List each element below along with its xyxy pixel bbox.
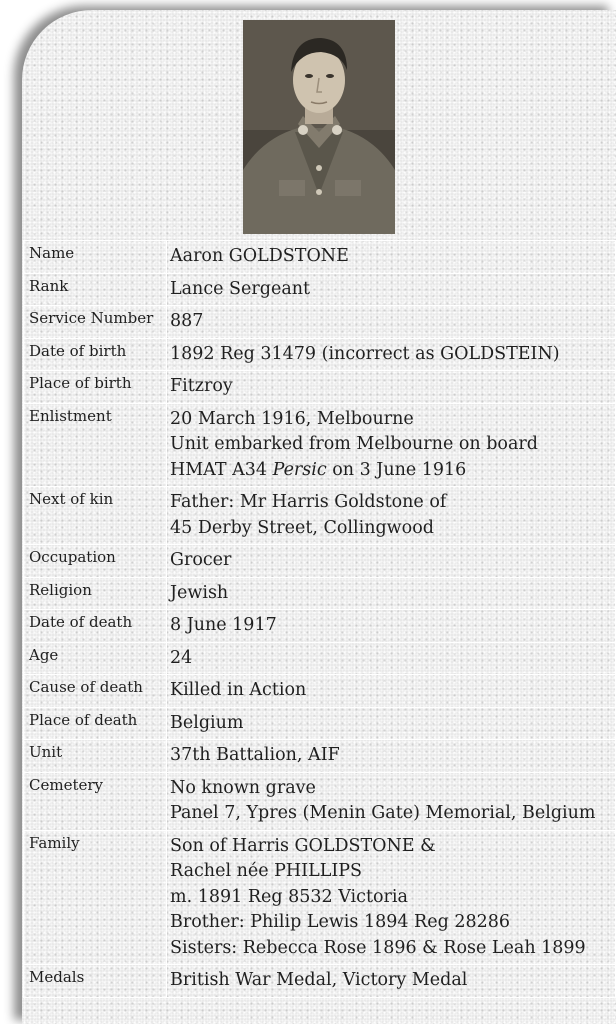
row-rank	[24, 273, 616, 306]
label-cause-of-death: Cause of death	[24, 675, 167, 708]
value-line: Rachel née PHILLIPS	[170, 861, 363, 881]
value-line: Sisters: Rebecca Rose 1896 & Rose Leah 1899	[170, 937, 586, 958]
row-service-number	[24, 306, 616, 339]
value-place-of-death: Belgium	[167, 707, 616, 740]
label-next-of-kin: Next of kin	[24, 487, 167, 545]
row-name	[24, 241, 616, 274]
service-record-table	[23, 240, 616, 998]
row-date-of-birth	[24, 338, 616, 371]
value-name: Aaron GOLDSTONE	[167, 241, 616, 274]
row-date-of-death	[24, 610, 616, 643]
label-date-of-death: Date of death	[24, 610, 167, 643]
value-age: 24	[167, 642, 616, 675]
label-place-of-birth: Place of birth	[24, 371, 167, 404]
soldier-portrait-photo	[243, 20, 395, 234]
value-next-of-kin	[167, 487, 616, 545]
value-date-of-death: 8 June 1917	[167, 610, 616, 643]
row-next-of-kin	[24, 487, 616, 545]
value-line: Son of Harris GOLDSTONE &	[170, 835, 436, 856]
label-religion: Religion	[24, 577, 167, 610]
value-enlistment	[167, 403, 616, 487]
label-age: Age	[24, 642, 167, 675]
value-line: Panel 7, Ypres (Menin Gate) Memorial, Belgium	[170, 803, 596, 823]
value-family	[167, 830, 616, 965]
label-enlistment: Enlistment	[24, 403, 167, 487]
row-unit	[24, 740, 616, 773]
text-part: on 3 June 1916	[326, 459, 467, 480]
row-family	[24, 830, 616, 965]
label-place-of-death: Place of death	[24, 707, 167, 740]
value-line: No known grave	[170, 777, 316, 798]
label-cemetery: Cemetery	[24, 772, 167, 830]
label-unit: Unit	[24, 740, 167, 773]
value-rank: Lance Sergeant	[167, 273, 616, 306]
value-cemetery	[167, 772, 616, 830]
value-occupation: Grocer	[167, 545, 616, 578]
value-line: 45 Derby Street, Collingwood	[170, 517, 434, 538]
value-line: 20 March 1916, Melbourne	[170, 408, 414, 429]
value-date-of-birth: 1892 Reg 31479 (incorrect as GOLDSTEIN)	[167, 338, 616, 371]
row-occupation	[24, 545, 616, 578]
value-line: m. 1891 Reg 8532 Victoria	[170, 886, 408, 907]
value-line: Father: Mr Harris Goldstone of	[170, 492, 447, 512]
row-medals	[24, 965, 616, 998]
label-name: Name	[24, 241, 167, 274]
value-line: Brother: Philip Lewis 1894 Reg 28286	[170, 912, 511, 932]
label-family: Family	[24, 830, 167, 965]
value-place-of-birth: Fitzroy	[167, 371, 616, 404]
text-part: HMAT A34	[170, 459, 273, 480]
row-religion	[24, 577, 616, 610]
value-service-number: 887	[167, 306, 616, 339]
ship-name: Persic	[272, 459, 327, 480]
row-cemetery	[24, 772, 616, 830]
label-medals: Medals	[24, 965, 167, 998]
value-line: Unit embarked from Melbourne on board	[170, 434, 538, 454]
row-place-of-birth	[24, 371, 616, 404]
row-place-of-death	[24, 707, 616, 740]
value-medals: British War Medal, Victory Medal	[167, 965, 616, 998]
value-line	[170, 458, 615, 484]
label-service-number: Service Number	[24, 306, 167, 339]
value-cause-of-death: Killed in Action	[167, 675, 616, 708]
label-occupation: Occupation	[24, 545, 167, 578]
row-enlistment	[24, 403, 616, 487]
row-age	[24, 642, 616, 675]
value-religion: Jewish	[167, 577, 616, 610]
row-cause-of-death	[24, 675, 616, 708]
label-date-of-birth: Date of birth	[24, 338, 167, 371]
value-unit: 37th Battalion, AIF	[167, 740, 616, 773]
label-rank: Rank	[24, 273, 167, 306]
